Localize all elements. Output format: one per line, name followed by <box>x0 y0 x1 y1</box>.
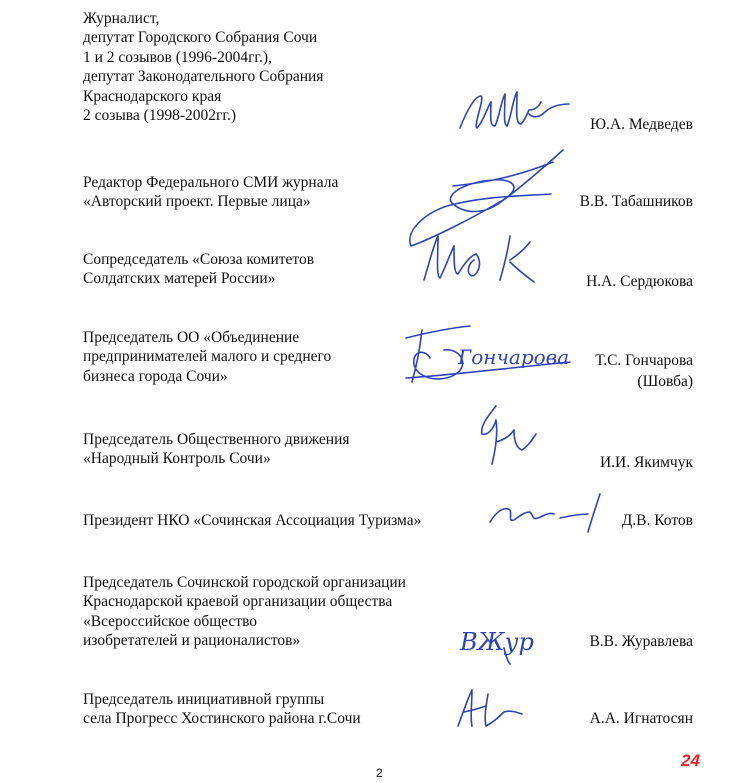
signatory-name-goncharova: Т.С. Гончарова <box>595 352 693 369</box>
position-line: изобретателей и рационалистов» <box>83 632 301 650</box>
position-line: Редактор Федерального СМИ журнала <box>83 174 339 191</box>
entry-goncharova-position <box>83 328 331 386</box>
signatory-name-zhuravleva: В.В. Журавлева <box>589 633 693 650</box>
signature-ignatosyan <box>450 686 530 734</box>
signature-goncharova-text: Гончарова <box>458 345 570 369</box>
position-line: Сопредседатель «Союза комитетов <box>83 251 315 268</box>
position-line: предпринимателей малого и среднего <box>83 348 332 366</box>
position-line: Краснодарской краевой организации общества <box>83 593 393 611</box>
position-line: Краснодарского края <box>83 87 222 105</box>
position-line: Журналист, <box>83 10 160 27</box>
page-number: 2 <box>376 766 383 780</box>
signatory-name-serdyukova: Н.А. Сердюкова <box>586 273 693 290</box>
position-line: 1 и 2 созывов (1996-2004гг.), <box>83 48 272 66</box>
signatory-name-ignatosyan: А.А. Игнатосян <box>589 710 693 727</box>
position-line: Президент НКО «Сочинская Ассоциация Туризма» <box>83 512 422 529</box>
signatory-name-goncharova-extra: (Шовба) <box>637 373 693 390</box>
entry-kotov-position <box>83 511 421 530</box>
signature-medvedev <box>455 88 575 138</box>
position-line: села Прогресс Хостинского района г.Сочи <box>83 710 361 728</box>
entry-zhuravleva-position <box>83 573 406 651</box>
position-line: «Авторский проект. Первые лица» <box>83 193 311 211</box>
signature-serdyukova <box>420 230 550 290</box>
position-line: бизнеса города Сочи» <box>83 367 228 385</box>
signatory-name-tabashnikov: В.В. Табашников <box>579 193 693 210</box>
logo-text: 24 <box>681 751 700 769</box>
signature-zhuravleva <box>458 618 538 666</box>
position-line: Председатель ОО «Объединение <box>83 329 300 346</box>
signatory-name-kotov: Д.В. Котов <box>621 512 693 529</box>
signature-yakimchuk <box>474 402 544 470</box>
signatory-name-yakimchuk: И.И. Якимчук <box>599 454 693 471</box>
channel-24-logo <box>680 751 712 769</box>
position-line: Председатель Общественного движения <box>83 431 350 448</box>
position-line: депутат Городского Собрания Сочи <box>83 29 318 47</box>
position-line: Солдатских матерей России» <box>83 270 276 288</box>
entry-serdyukova-position <box>83 250 314 289</box>
entry-medvedev-position <box>83 9 323 125</box>
position-line: Председатель Сочинской городской организации <box>83 574 406 591</box>
entry-ignatosyan-position <box>83 690 361 729</box>
position-line: «Народный Контроль Сочи» <box>83 450 271 468</box>
position-line: «Всероссийское общество <box>83 612 258 630</box>
signature-kotov <box>484 488 619 536</box>
entry-yakimchuk-position <box>83 430 350 469</box>
position-line: депутат Законодательного Собрания <box>83 68 324 86</box>
signatory-name-medvedev: Ю.А. Медведев <box>590 116 693 133</box>
position-line: 2 созыва (1998-2002гг.) <box>83 107 236 125</box>
signature-goncharova <box>400 318 575 390</box>
position-line: Председатель инициативной группы <box>83 691 325 708</box>
signature-zhuravleva-text: ВЖур <box>460 628 534 656</box>
entry-tabashnikov-position <box>83 173 338 212</box>
